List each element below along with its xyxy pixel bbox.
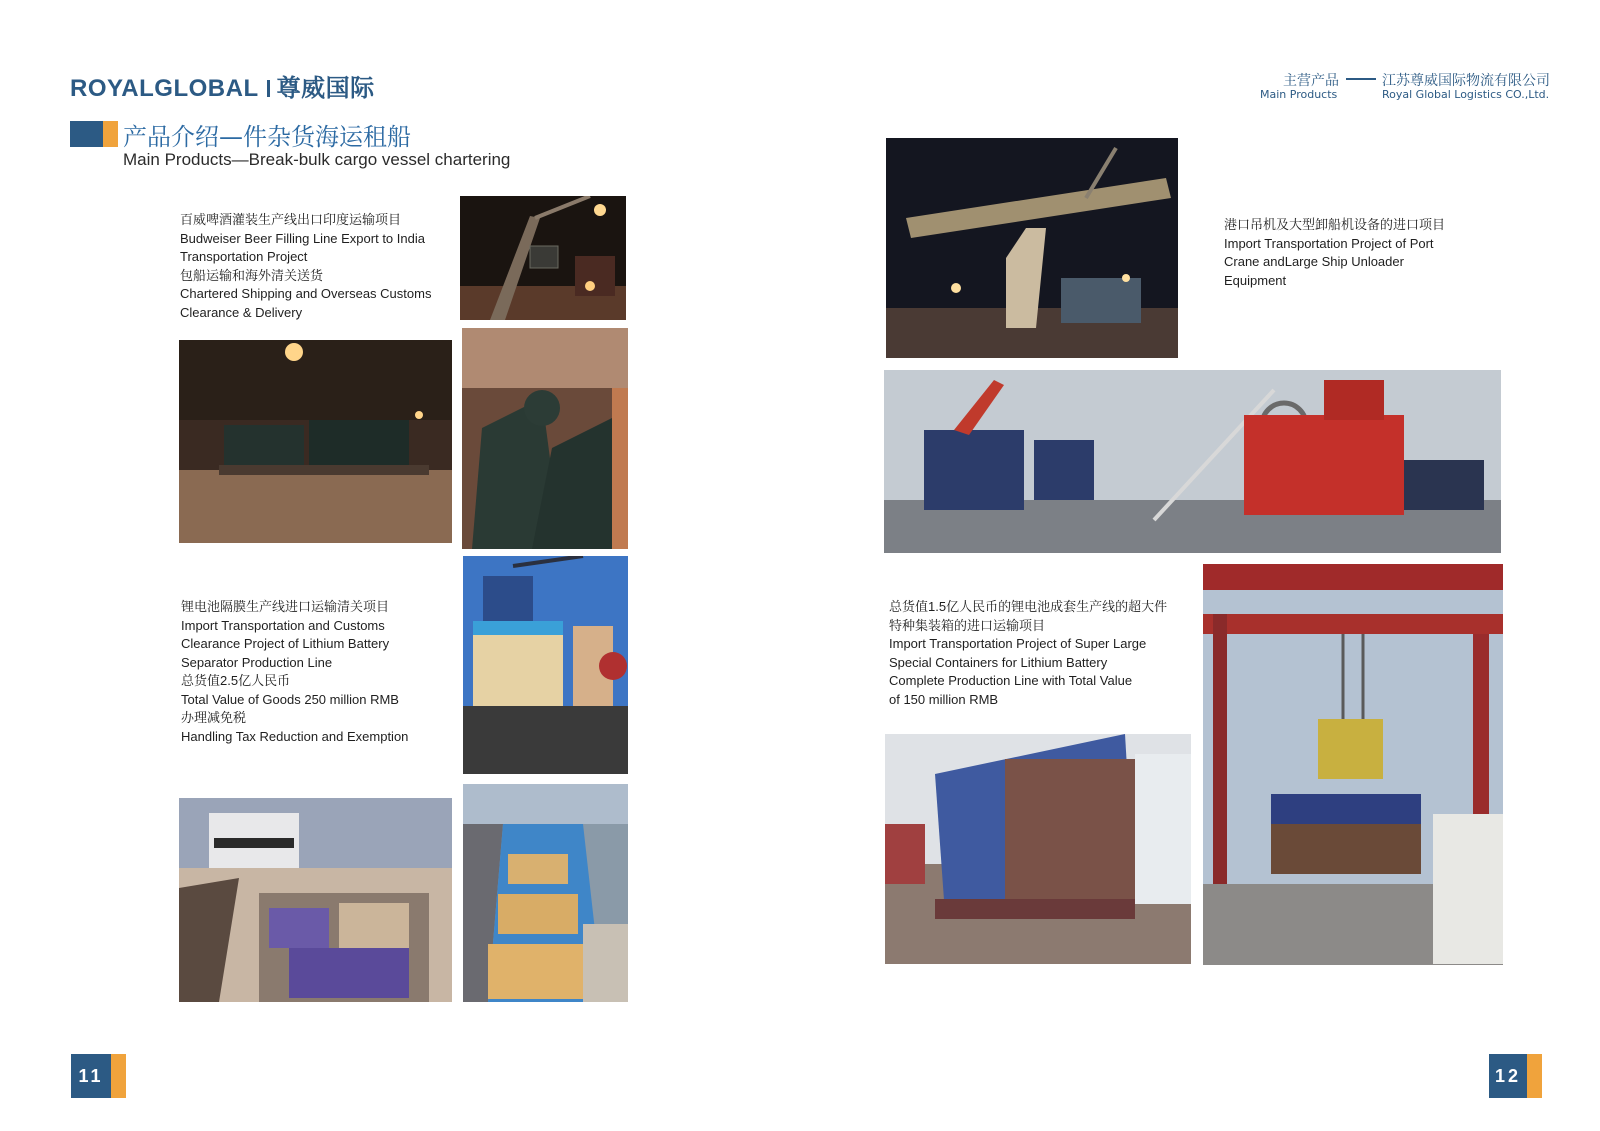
text-line: Clearance Project of Lithium Battery xyxy=(181,636,390,651)
section-label-en: Main Products xyxy=(1260,88,1338,101)
text-line: Import Transportation Project of Port xyxy=(1224,235,1434,251)
photo-gantry-lift-container xyxy=(1203,564,1503,965)
text-line: Clearance & Delivery xyxy=(180,304,303,320)
text-line: Total Value of Goods 250 million RMB xyxy=(181,691,399,707)
brand-name-cn: 尊威国际 xyxy=(276,75,375,102)
company-name-cn: 江苏尊威国际物流有限公司 xyxy=(1382,73,1550,89)
title-accent-orange xyxy=(103,121,118,147)
text-line: 特种集装箱的进口运输项目 xyxy=(889,617,1046,633)
photo-port-panorama xyxy=(884,370,1501,553)
text-line: Import Transportation Project of Super Large xyxy=(889,636,1147,651)
project-lithium-separator-text xyxy=(181,598,408,746)
project-budweiser-text xyxy=(180,211,431,322)
text-line: Equipment xyxy=(1224,272,1287,288)
project-lithium-containers-text xyxy=(889,598,1167,709)
brand-divider xyxy=(267,80,270,97)
project-port-crane-text xyxy=(1224,216,1445,290)
photo-port-crane-night xyxy=(886,138,1178,358)
text-line: 百威啤酒灌装生产线出口印度运输项目 xyxy=(180,212,402,227)
text-line: of 150 million RMB xyxy=(889,691,999,707)
text-line: 总货值1.5亿人民币的锂电池成套生产线的超大件 xyxy=(889,599,1168,614)
title-accent-blue xyxy=(70,121,103,147)
text-line: Transportation Project xyxy=(180,249,308,264)
text-line: Chartered Shipping and Overseas Customs xyxy=(180,286,432,301)
page-number-right-accent xyxy=(1527,1054,1542,1098)
title-accent-block xyxy=(70,121,118,147)
page-number-right xyxy=(1489,1054,1542,1098)
photo-crates-ship-side xyxy=(463,784,628,1002)
text-line: Handling Tax Reduction and Exemption xyxy=(181,728,409,744)
brand-name: ROYALGLOBAL xyxy=(70,75,259,102)
page-number-left-text: 11 xyxy=(71,1054,111,1098)
page-title-cn: 产品介绍—件杂货海运租船 xyxy=(123,123,411,151)
text-line: 港口吊机及大型卸船机设备的进口项目 xyxy=(1224,217,1446,232)
text-line: Import Transportation and Customs xyxy=(181,617,385,633)
photo-ship-deck-crates xyxy=(179,798,452,1002)
text-line: Special Containers for Lithium Battery xyxy=(889,654,1108,670)
photo-crane-loading-night xyxy=(460,196,626,320)
photo-crate-lifting xyxy=(463,556,628,774)
photo-cargo-in-hold xyxy=(462,328,628,549)
page-title-en: Main Products—Break-bulk cargo vessel chartering xyxy=(123,150,511,169)
brand-logo xyxy=(70,68,375,103)
text-line: 锂电池隔膜生产线进口运输清关项目 xyxy=(181,599,390,614)
section-label-cn: 主营产品 xyxy=(1283,73,1339,89)
text-line: 包船运输和海外清关送货 xyxy=(180,267,324,283)
page-number-left-accent xyxy=(111,1054,126,1098)
page-number-left xyxy=(71,1054,126,1098)
text-line: Separator Production Line xyxy=(181,654,333,670)
text-line: Budweiser Beer Filling Line Export to India xyxy=(180,230,425,246)
header-divider-line xyxy=(1346,78,1376,80)
page-number-right-text: 12 xyxy=(1489,1054,1527,1098)
text-line: Crane andLarge Ship Unloader xyxy=(1224,254,1404,269)
text-line: Complete Production Line with Total Value xyxy=(889,673,1133,688)
text-line: 办理减免税 xyxy=(181,710,247,725)
text-line: 总货值2.5亿人民币 xyxy=(181,673,291,688)
company-name-en: Royal Global Logistics CO.,Ltd. xyxy=(1382,88,1550,101)
photo-cargo-trailer-night xyxy=(179,340,452,543)
photo-container-truck xyxy=(885,734,1191,964)
